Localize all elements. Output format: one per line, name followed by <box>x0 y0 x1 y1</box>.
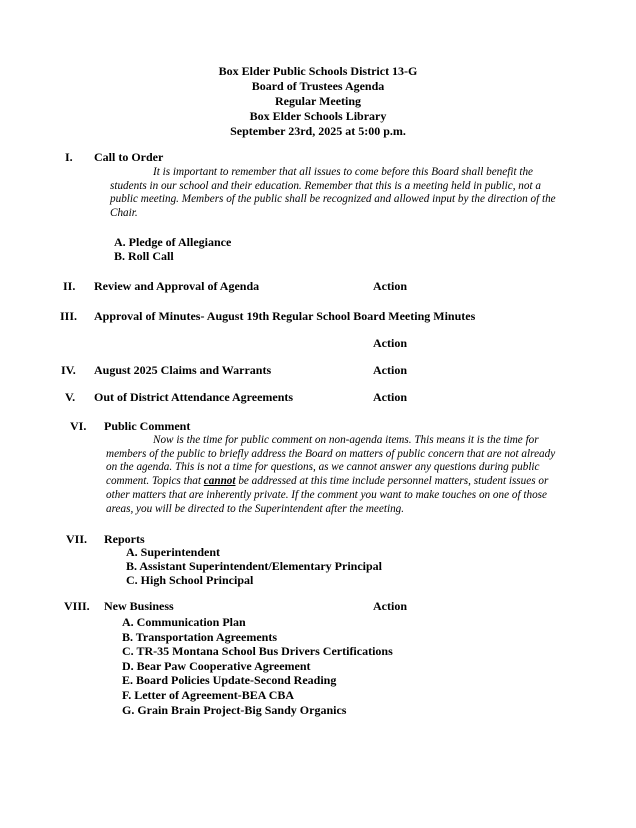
public-comment-text-1: Now is the time for public comment on non-agenda items. This means it is the time for members of the public to briefly address the Board on matters of public concern that are not already on the agenda. This is not a time for questions, as we cannot answer any questions during public comment. Topics that <box>106 434 556 488</box>
list-item-pledge: A. Pledge of Allegiance <box>114 235 232 249</box>
section-number-2: II. <box>63 279 76 293</box>
call-to-order-statement: It is important to remember that all issues to come before this Board shall benefit the students in our school and their education. Remember that this is a meeting held in public, not a public meeting. Members of the public shall be recognized and allowed input by the direction of the Chair. <box>110 166 556 220</box>
report-item-superintendent: A. Superintendent <box>126 545 221 559</box>
public-comment-emphasis: cannot <box>203 475 236 488</box>
section-title-call-to-order: Call to Order <box>94 150 164 164</box>
section-number-7: VII. <box>66 532 88 546</box>
new-business-item: F. Letter of Agreement-BEA CBA <box>122 688 295 702</box>
new-business-item: C. TR-35 Montana School Bus Drivers Certifications <box>122 644 393 658</box>
section-number-5: V. <box>65 390 76 404</box>
public-comment-text-2: be addressed at this time include personnel matters, student issues or other matters that are inherently private. If the comment you want to make touches on one of those areas, you will be directed to the Superintendent after the meeting. <box>106 475 549 515</box>
section-number-6: VI. <box>70 419 87 433</box>
district-name: Box Elder Public Schools District 13-G <box>218 64 418 78</box>
meeting-type: Regular Meeting <box>274 94 362 108</box>
meeting-date: September 23rd, 2025 at 5:00 p.m. <box>230 124 406 138</box>
agenda-header <box>0 64 636 139</box>
new-business-item: E. Board Policies Update-Second Reading <box>122 673 337 687</box>
section-number-1: I. <box>65 150 73 164</box>
section-title-public-comment: Public Comment <box>104 419 191 433</box>
list-item-roll-call: B. Roll Call <box>114 249 174 263</box>
section-number-8: VIII. <box>64 599 90 613</box>
action-label-agenda: Action <box>373 279 407 293</box>
meeting-location: Box Elder Schools Library <box>249 109 387 123</box>
action-label-attendance: Action <box>373 390 407 404</box>
section-title-new-business: New Business <box>104 599 174 613</box>
action-label-minutes: Action <box>373 336 407 350</box>
new-business-item: D. Bear Paw Cooperative Agreement <box>122 659 311 673</box>
action-label-new-business: Action <box>373 599 407 613</box>
new-business-item: G. Grain Brain Project-Big Sandy Organics <box>122 703 347 717</box>
agenda-title: Board of Trustees Agenda <box>251 79 385 93</box>
action-label-claims: Action <box>373 363 407 377</box>
section-title-review-agenda: Review and Approval of Agenda <box>94 279 260 293</box>
section-title-reports: Reports <box>104 532 145 546</box>
section-title-approval-minutes: Approval of Minutes- August 19th Regular School Board Meeting Minutes <box>94 309 476 323</box>
section-title-attendance-agreements: Out of District Attendance Agreements <box>94 390 294 404</box>
section-title-claims-warrants: August 2025 Claims and Warrants <box>94 363 272 377</box>
section-number-3: III. <box>60 309 78 323</box>
report-item-assistant-superintendent: B. Assistant Superintendent/Elementary Principal <box>126 559 383 573</box>
new-business-item: A. Communication Plan <box>122 615 246 629</box>
report-item-high-school-principal: C. High School Principal <box>126 573 254 587</box>
new-business-item: B. Transportation Agreements <box>122 630 277 644</box>
public-comment-statement <box>106 434 564 516</box>
section-number-4: IV. <box>61 363 76 377</box>
